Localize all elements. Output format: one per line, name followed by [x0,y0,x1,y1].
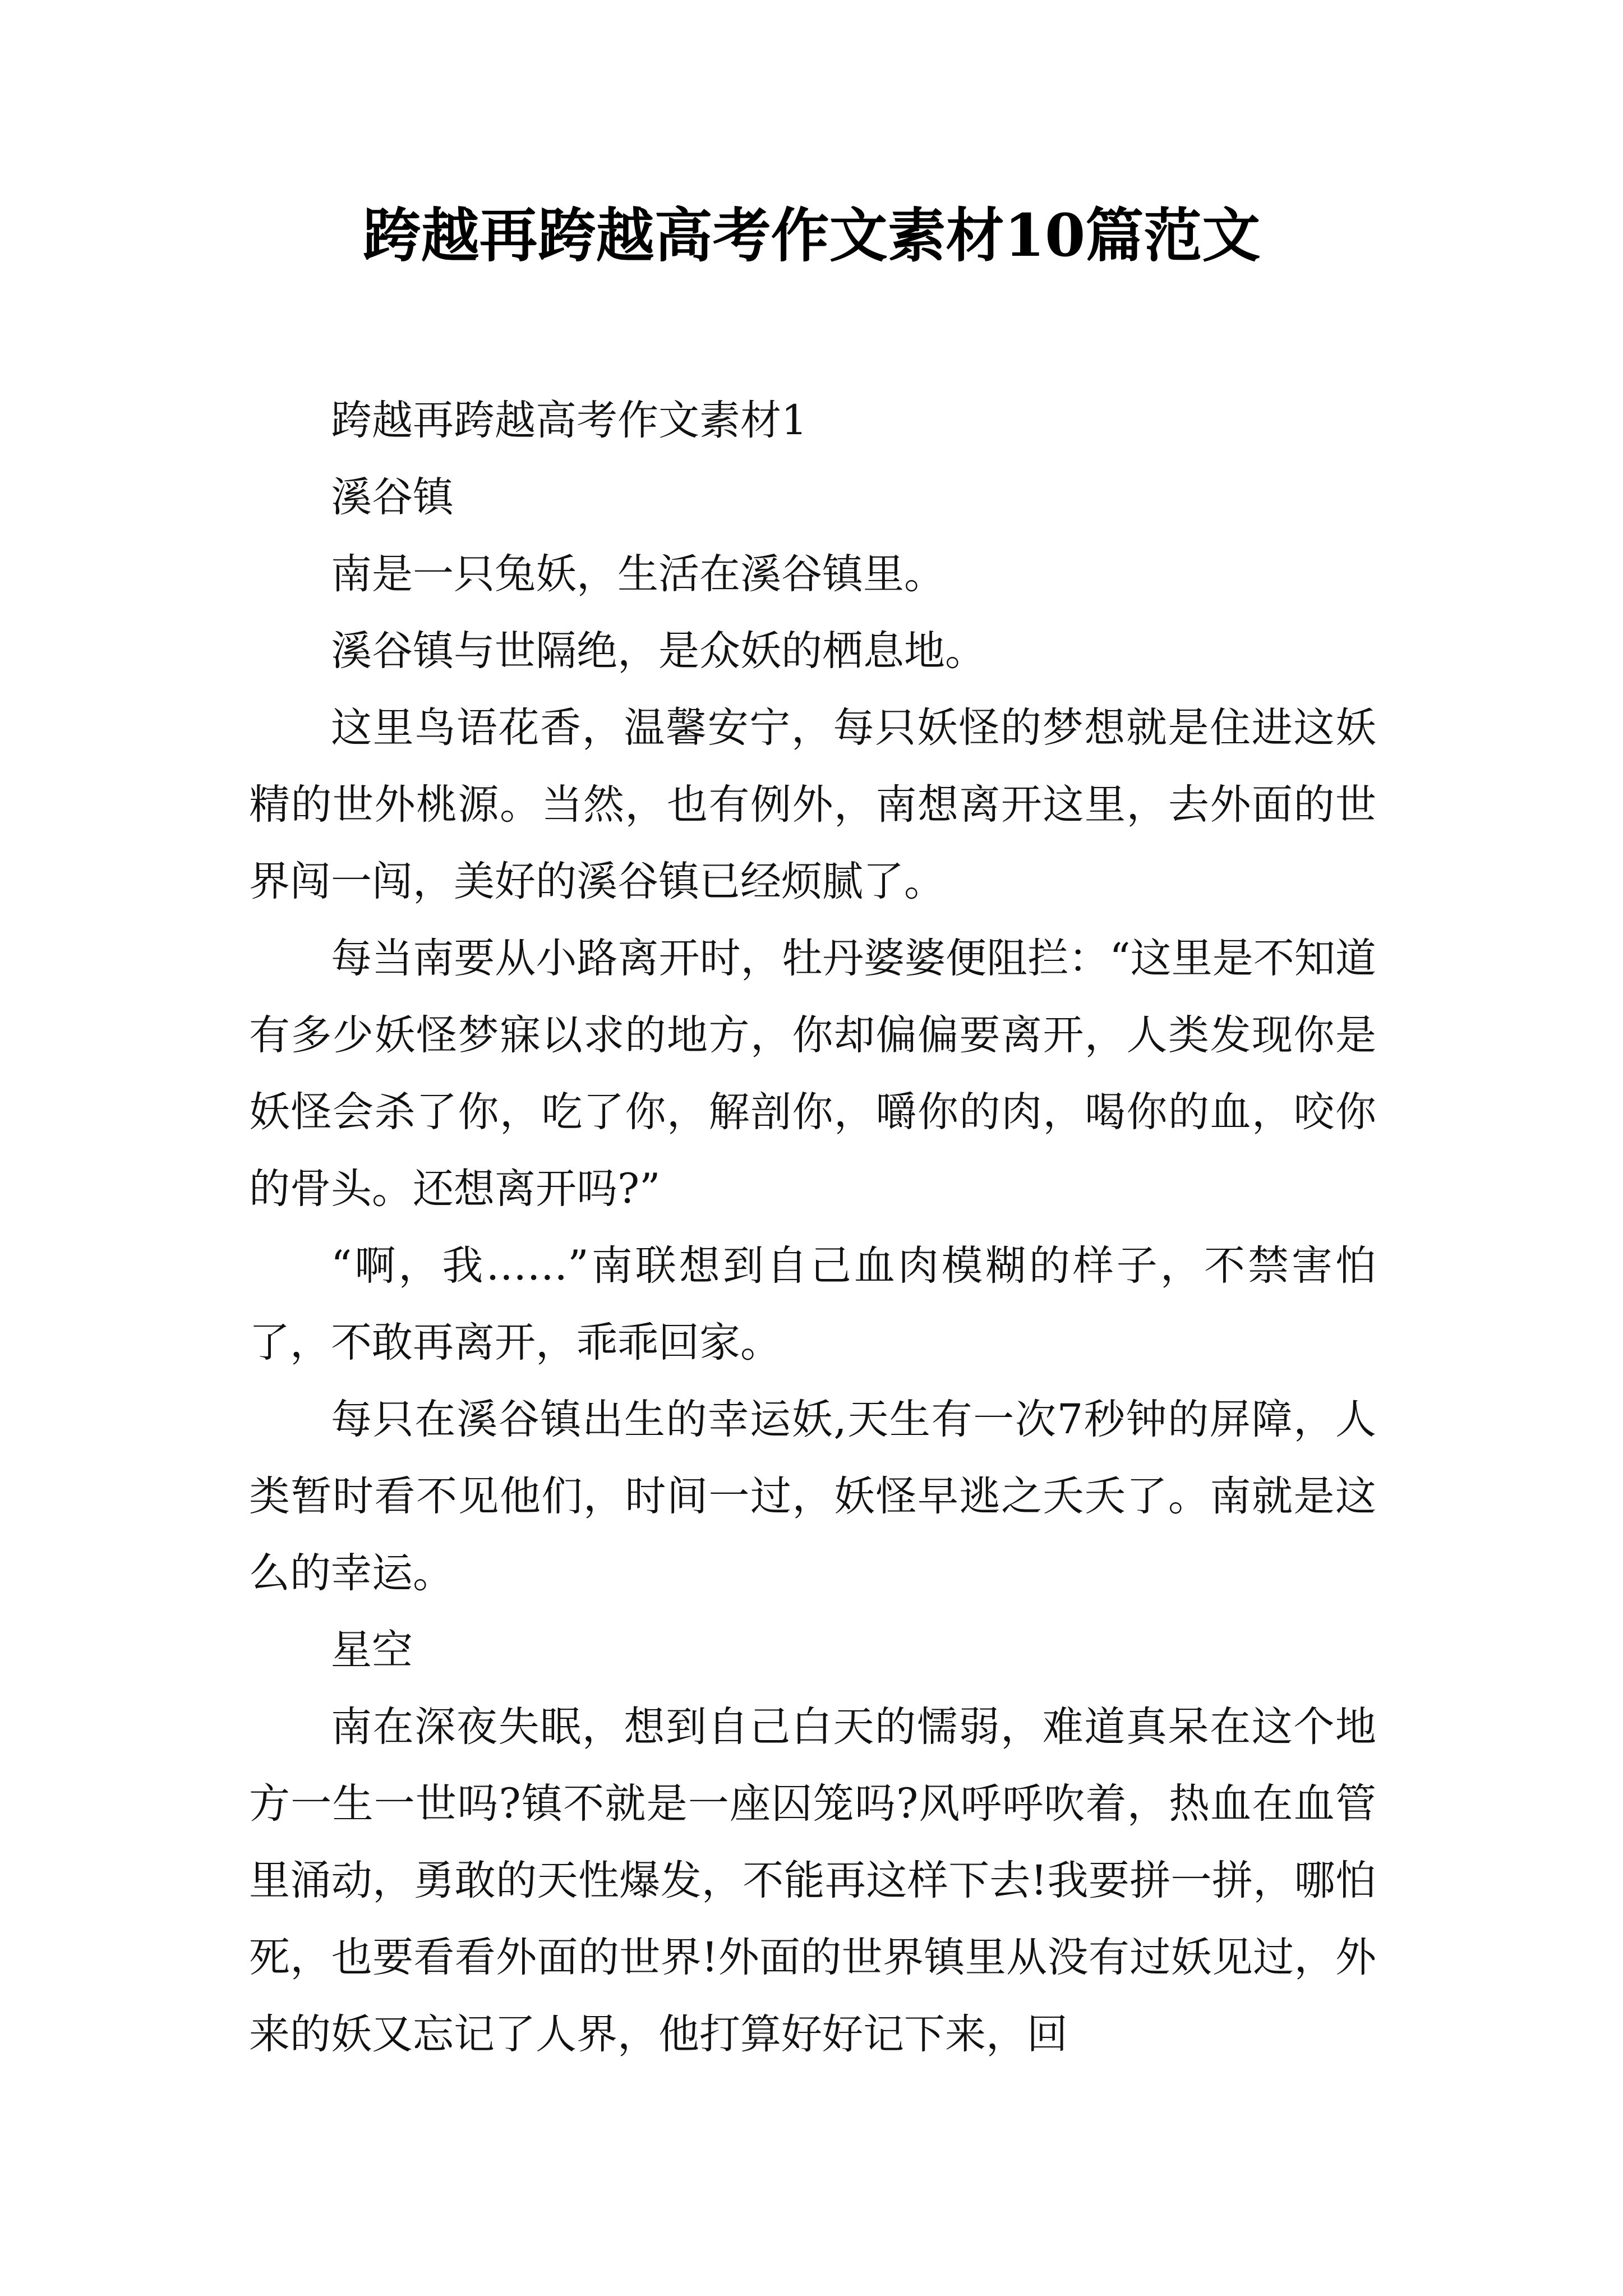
document-body [249,382,1376,2073]
paragraph: 溪谷镇与世隔绝，是众妖的栖息地。 [331,627,986,675]
subheading: 星空 [331,1626,413,1674]
subheading: 溪谷镇 [331,473,454,521]
paragraph: 南在深夜失眠，想到自己白天的懦弱，难道真呆在这个地方一生一世吗?镇不就是一座囚笼吗?风呼呼吹着，热血在血管里涌动，勇敢的天性爆发，不能再这样下去!我要拼一拼，哪怕死，也要看看外面的世界!外面的世界镇里从没有过妖见过，外来的妖又忘记了人界，他打算好好记下来，回 [249,1703,1376,2058]
document-title: 跨越再跨越高考作文素材10篇范文 [362,201,1261,270]
paragraph: 这里鸟语花香，温馨安宁，每只妖怪的梦想就是住进这妖精的世外桃源。当然，也有例外，南想离开这里，去外面的世界闯一闯，美好的溪谷镇已经烦腻了。 [249,704,1376,905]
paragraph: 南是一只兔妖，生活在溪谷镇里。 [331,550,945,598]
section-heading: 跨越再跨越高考作文素材1 [331,397,808,444]
paragraph: 每只在溪谷镇出生的幸运妖,天生有一次7秒钟的屏障，人类暂时看不见他们，时间一过，妖怪早逃之夭夭了。南就是这么的幸运。 [249,1396,1376,1597]
paragraph: 每当南要从小路离开时，牡丹婆婆便阻拦：“这里是不知道有多少妖怪梦寐以求的地方，你却偏偏要离开，人类发现你是妖怪会杀了你，吃了你，解剖你，嚼你的肉，喝你的血，咬你的骨头。还想离开吗?” [249,935,1376,1213]
paragraph: “啊，我……”南联想到自己血肉模糊的样子，不禁害怕了，不敢再离开，乖乖回家。 [249,1242,1376,1366]
